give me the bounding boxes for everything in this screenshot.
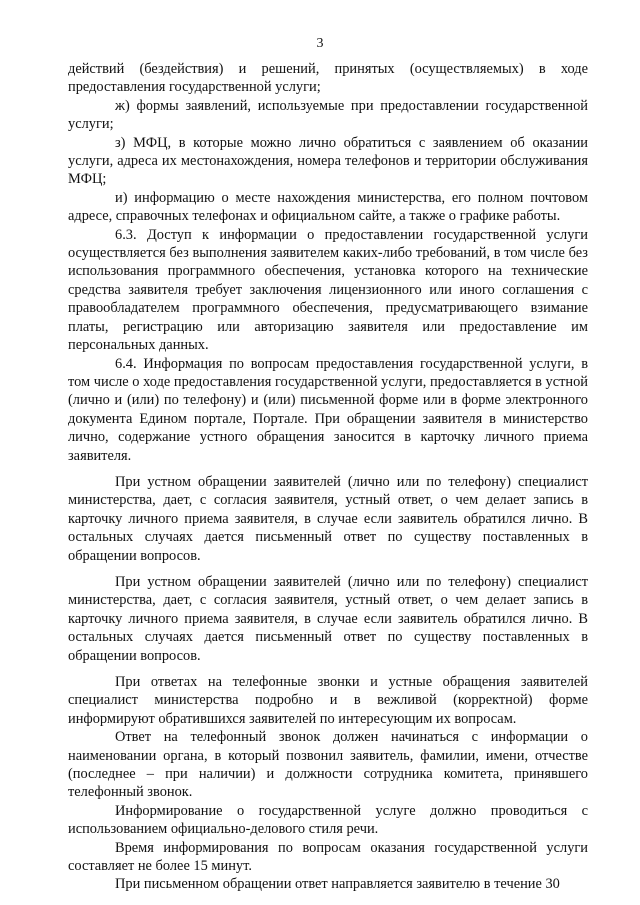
paragraph: Информирование о государственной услуге должно проводиться с использованием официально-делового стиля речи.: [68, 802, 588, 838]
document-body: [68, 60, 588, 894]
paragraph: 6.3. Доступ к информации о предоставлении государственной услуги осуществляется без выполнения заявителем каких-либо требований, в том числе без использования программного обеспечения, установка которого на технические средства заявителя требует заключения лицензионного или иного соглашения с правообладателем программного обеспечения, предусматривающего взимание платы, регистрацию или авторизацию заявителя или предоставление им персональных данных.: [68, 226, 588, 354]
paragraph: 6.4. Информация по вопросам предоставления государственной услуги, в том числе о ходе предоставления государственной услуги, предоставляется в устной (лично и (или) по телефону) и (или) письменной форме или в форме электронного документа Едином портале, Портале. При обращении заявителя в министерство лично, содержание устного обращения заносится в карточку личного приема заявителя.: [68, 355, 588, 464]
page-number: 3: [316, 36, 324, 51]
paragraph: Время информирования по вопросам оказания государственной услуги составляет не более 15 минут.: [68, 839, 588, 875]
paragraph: з) МФЦ, в которые можно лично обратиться с заявлением об оказании услуги, адреса их местонахождения, номера телефонов и территории обслуживания МФЦ;: [68, 134, 588, 188]
paragraph: При устном обращении заявителей (лично или по телефону) специалист министерства, дает, с согласия заявителя, устный ответ, о чем делает запись в карточку личного приема заявителя, в случае если заявитель обратился лично. В остальных случаях дается письменный ответ по существу поставленных в обращении вопросов.: [68, 573, 588, 664]
paragraph: Ответ на телефонный звонок должен начинаться с информации о наименовании органа, в который позвонил заявитель, фамилии, имени, отчестве (последнее – при наличии) и должности сотрудника комитета, принявшего телефонный звонок.: [68, 729, 588, 801]
paragraph: При письменном обращении ответ направляется заявителю в течение 30: [115, 876, 560, 893]
paragraph: и) информацию о месте нахождения министерства, его полном почтовом адресе, справочных телефонах и официальном сайте, а также о графике работы.: [68, 189, 588, 225]
paragraph: При устном обращении заявителей (лично или по телефону) специалист министерства, дает, с согласия заявителя, устный ответ, о чем делает запись в карточку личного приема заявителя, в случае если заявитель обратился лично. В остальных случаях дается письменный ответ по существу поставленных в обращении вопросов.: [68, 473, 588, 564]
paragraph: действий (бездействия) и решений, принятых (осуществляемых) в ходе предоставления государственной услуги;: [68, 61, 588, 96]
paragraph: При ответах на телефонные звонки и устные обращения заявителей специалист министерства подробно и в вежливой (корректной) форме информируют обратившихся заявителей по интересующим их вопросам.: [68, 674, 588, 727]
paragraph: ж) формы заявлений, используемые при предоставлении государственной услуги;: [68, 97, 588, 133]
